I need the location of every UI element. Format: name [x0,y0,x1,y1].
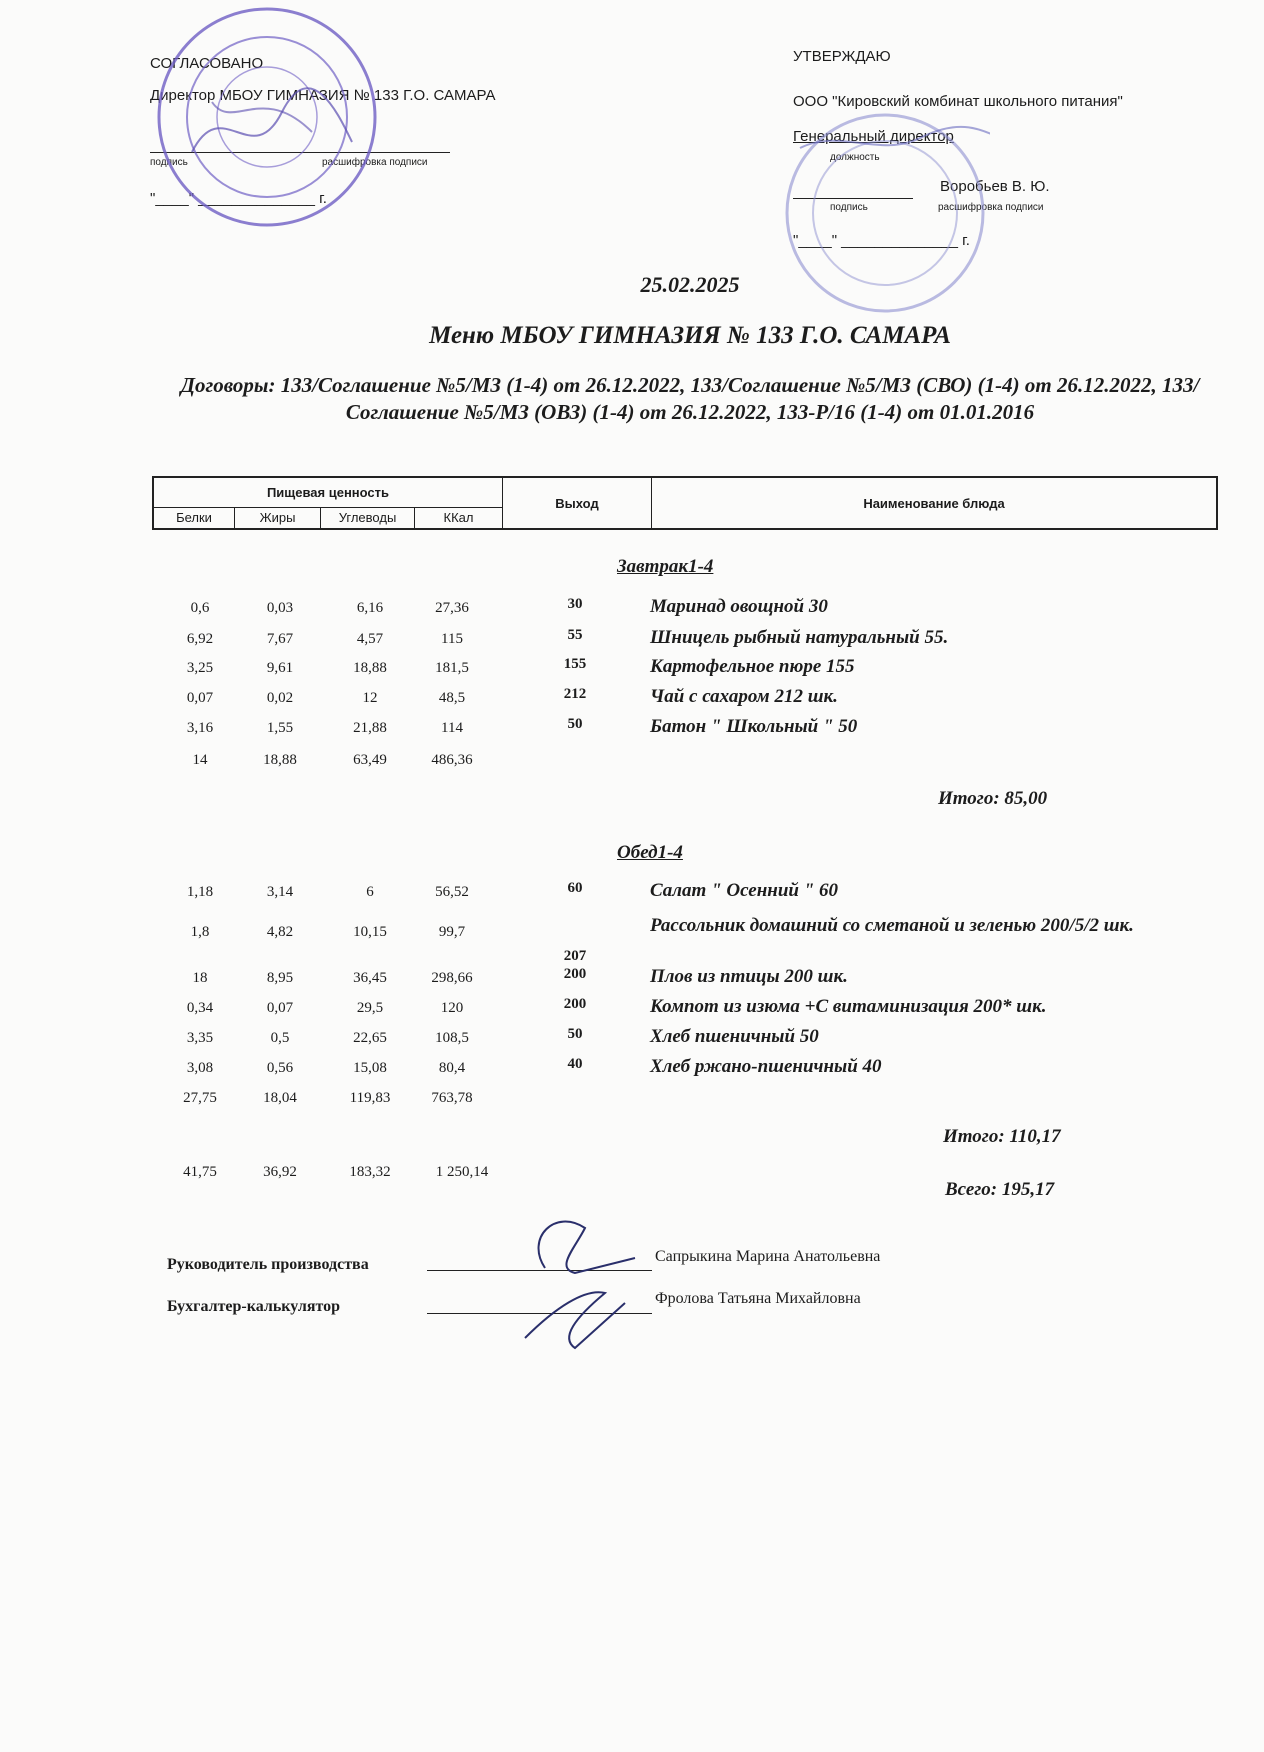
nutrition-value-u: 10,15 [353,924,387,940]
sum-row [0,752,1264,778]
sum-row [0,1090,1264,1116]
nutrition-value-f: 4,82 [266,924,294,940]
header-nutrition: Пищевая ценность [153,477,503,507]
nutrition-value-f: 0,5 [270,1030,290,1046]
sign-name-2: Фролова Татьяна Михайловна [655,1290,861,1307]
table-header [152,476,1218,530]
output-value: 55 [567,627,583,643]
nutrition-value-f: 0,02 [266,690,294,706]
nutrition-value-k: 120 [440,1000,464,1016]
nutrition-value-u: 12 [362,690,378,706]
dish-name: Шницель рыбный натуральный 55. [650,627,949,648]
approval-right-label: УТВЕРЖДАЮ [793,48,891,65]
approval-left-position: Директор МБОУ ГИМНАЗИЯ № 133 Г.О. САМАРА [150,87,496,104]
nutrition-value-u: 18,88 [353,660,387,676]
output-value: 60 [567,880,583,896]
position-caption: должность [830,152,880,163]
header-col-k: ККал [415,507,503,529]
dish-name: Маринад овощной 30 [650,596,828,617]
output-value: 40 [567,1056,583,1072]
nutrition-value-k: 114 [441,720,463,736]
dish-name: Компот из изюма +С витаминизация 200* шк. [650,996,1047,1017]
output-value: 50 [567,1026,583,1042]
sign-role-1: Руководитель производства [167,1256,369,1273]
header-col-f: Жиры [235,507,321,529]
lunch-total: Итого: 110,17 [943,1126,1061,1147]
output-value: 50 [567,716,583,732]
sum-value-b: 27,75 [183,1090,217,1106]
nutrition-value-k: 48,5 [438,690,466,706]
nutrition-value-f: 3,14 [266,884,294,900]
sum-value-k: 486,36 [431,752,473,768]
menu-title: Меню МБОУ ГИМНАЗИЯ № 133 Г.О. САМАРА [429,322,951,349]
menu-row [0,880,1264,906]
sum-value-b: 14 [192,752,208,768]
nutrition-value-k: 99,7 [438,924,466,940]
output-value: 30 [567,596,583,612]
menu-row [0,1056,1264,1082]
menu-row [0,966,1264,992]
handwritten-signature [515,1198,655,1358]
nutrition-value-k: 108,5 [435,1030,469,1046]
dish-name: Хлеб ржано-пшеничный 40 [650,1056,882,1077]
nutrition-value-k: 115 [441,631,463,647]
approval-left-label: СОГЛАСОВАНО [150,55,264,72]
nutrition-value-u: 22,65 [353,1030,387,1046]
section-lunch: Обед1-4 [617,842,683,863]
nutrition-value-b: 3,08 [186,1060,214,1076]
dish-name: Батон " Школьный " 50 [650,716,858,737]
nutrition-value-f: 0,56 [266,1060,294,1076]
nutrition-value-u: 4,57 [356,631,384,647]
grand-f: 36,92 [263,1164,297,1180]
right-decode-caption: расшифровка подписи [938,202,1044,213]
nutrition-value-k: 56,52 [435,884,469,900]
dish-name: Картофельное пюре 155 [650,656,855,677]
sum-value-u: 63,49 [353,752,387,768]
header-output: Выход [503,477,652,529]
dish-name: Салат " Осенний " 60 [650,880,838,901]
menu-row [0,1026,1264,1052]
nutrition-value-b: 0,07 [186,690,214,706]
menu-row [0,915,1264,964]
section-breakfast: Завтрак1-4 [617,556,714,577]
header-dish: Наименование блюда [652,477,1218,529]
nutrition-value-u: 6 [366,884,374,900]
grand-b: 41,75 [183,1164,217,1180]
header-col-b: Белки [153,507,235,529]
dish-name: Рассольник домашний со сметаной и зеленью 200/5/2 шк. [650,915,1134,936]
approval-right-org: ООО "Кировский комбинат школьного питания" [793,93,1123,110]
output-value: 207 [563,948,587,964]
sign-caption: подпись [150,157,188,168]
nutrition-value-k: 181,5 [435,660,469,676]
menu-row [0,686,1264,712]
menu-date: 25.02.2025 [640,272,740,297]
nutrition-value-f: 9,61 [266,660,294,676]
header-col-u: Углеводы [321,507,415,529]
sign-name-1: Сапрыкина Марина Анатольевна [655,1248,881,1265]
approval-right-name: Воробьев В. Ю. [940,178,1050,195]
approval-right-date: "____" ______________ г. [793,232,970,249]
nutrition-value-f: 8,95 [266,970,294,986]
nutrition-value-f: 0,03 [266,600,294,616]
grand-u: 183,32 [349,1164,391,1180]
dish-name: Плов из птицы 200 шк. [650,966,848,987]
nutrition-value-b: 18 [192,970,208,986]
nutrition-value-b: 6,92 [186,631,214,647]
nutrition-value-u: 6,16 [356,600,384,616]
output-value: 200 [563,996,587,1012]
breakfast-total: Итого: 85,00 [938,788,1048,809]
sum-value-u: 119,83 [349,1090,391,1106]
nutrition-value-b: 0,34 [186,1000,214,1016]
nutrition-value-b: 3,35 [186,1030,214,1046]
sum-value-f: 18,88 [263,752,297,768]
menu-row [0,627,1264,653]
nutrition-value-f: 1,55 [266,720,294,736]
grand-total: Всего: 195,17 [945,1179,1055,1200]
nutrition-value-k: 298,66 [431,970,473,986]
menu-row [0,596,1264,622]
nutrition-value-b: 3,16 [186,720,214,736]
output-value: 200 [563,966,587,982]
right-sign-caption: подпись [830,202,868,213]
decode-caption: расшифровка подписи [322,157,428,168]
dish-name: Хлеб пшеничный 50 [650,1026,819,1047]
contracts: Договоры: 133/Соглашение №5/МЗ (1-4) от 26.12.2022, 133/Соглашение №5/МЗ (СВО) (1-4) от 26.12.2022, 133/Соглашение №5/МЗ (ОВЗ) (1-4) от 26.12.2022, 133-Р/16 (1-4) от 01.01.2016 [180,373,1200,424]
nutrition-value-u: 36,45 [353,970,387,986]
nutrition-value-b: 3,25 [186,660,214,676]
output-value: 155 [563,656,587,672]
grand-sum-row [0,1164,1264,1190]
nutrition-value-k: 80,4 [438,1060,466,1076]
output-value: 212 [563,686,587,702]
menu-row [0,996,1264,1022]
approval-left-date: "____" ______________ г. [150,190,327,207]
nutrition-value-u: 21,88 [353,720,387,736]
nutrition-value-u: 15,08 [353,1060,387,1076]
nutrition-value-u: 29,5 [356,1000,384,1016]
nutrition-value-b: 1,18 [186,884,214,900]
nutrition-value-f: 0,07 [266,1000,294,1016]
sum-value-k: 763,78 [431,1090,473,1106]
nutrition-value-k: 27,36 [435,600,469,616]
dish-name: Чай с сахаром 212 шк. [650,686,838,707]
nutrition-value-b: 1,8 [190,924,210,940]
sum-value-f: 18,04 [263,1090,297,1106]
nutrition-value-b: 0,6 [190,600,210,616]
approval-right-position: Генеральный директор [793,128,954,145]
menu-row [0,716,1264,742]
menu-row [0,656,1264,682]
nutrition-value-f: 7,67 [266,631,294,647]
sign-role-2: Бухгалтер-калькулятор [167,1298,341,1315]
school-stamp [152,2,382,232]
grand-k: 1 250,14 [435,1164,489,1180]
